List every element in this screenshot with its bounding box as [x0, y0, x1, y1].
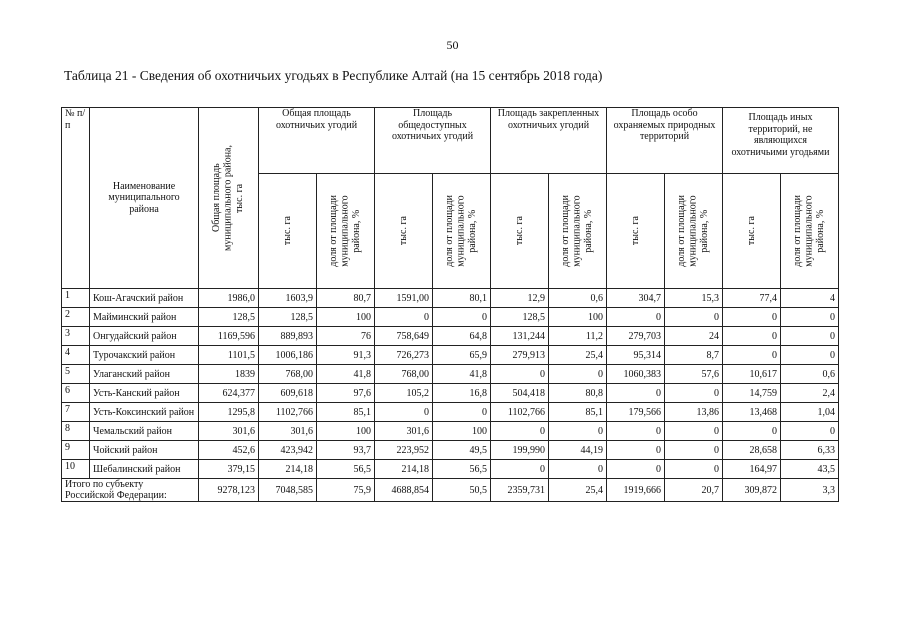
col-header-total-area [199, 108, 259, 289]
cell-value: 95,314 [607, 346, 665, 365]
total-cell-value: 2359,731 [491, 479, 549, 502]
cell-value: 0 [607, 441, 665, 460]
cell-value: 0 [549, 422, 607, 441]
cell-value: 0 [723, 308, 781, 327]
total-row-label: Итого по субъекту Российской Федерации: [62, 479, 199, 502]
share-header-line: муниципального [339, 195, 351, 267]
row-number: 8 [62, 422, 90, 441]
district-name: Улаганский район [90, 365, 199, 384]
cell-value: 15,3 [665, 289, 723, 308]
cell-value: 85,1 [549, 403, 607, 422]
cell-value: 0 [433, 308, 491, 327]
district-total-area: 128,5 [199, 308, 259, 327]
cell-value: 0 [549, 365, 607, 384]
sub-header-thousand-ha: тыс. га [607, 174, 665, 289]
cell-value: 13,86 [665, 403, 723, 422]
district-name: Усть-Канский район [90, 384, 199, 403]
table-row [62, 327, 839, 346]
district-name: Чойский район [90, 441, 199, 460]
cell-value: 0 [607, 384, 665, 403]
total-row-area: 9278,123 [199, 479, 259, 502]
cell-value: 279,913 [491, 346, 549, 365]
cell-value: 1102,766 [491, 403, 549, 422]
cell-value: 0,6 [549, 289, 607, 308]
share-header-line: муниципального [687, 195, 699, 267]
cell-value: 0 [491, 460, 549, 479]
cell-value: 0,6 [781, 365, 839, 384]
row-number: 7 [62, 403, 90, 422]
group-header-total-hunting: Общая площадь охотничьих угодий [259, 108, 375, 174]
cell-value: 2,4 [781, 384, 839, 403]
table-row [62, 308, 839, 327]
cell-value: 1603,9 [259, 289, 317, 308]
cell-value: 214,18 [375, 460, 433, 479]
cell-value: 0 [375, 308, 433, 327]
cell-value: 56,5 [433, 460, 491, 479]
cell-value: 24 [665, 327, 723, 346]
cell-value: 6,33 [781, 441, 839, 460]
cell-value: 4 [781, 289, 839, 308]
cell-value: 504,418 [491, 384, 549, 403]
district-total-area: 452,6 [199, 441, 259, 460]
cell-value: 301,6 [259, 422, 317, 441]
share-header-line: доля от площади [792, 195, 804, 267]
sub-header-thousand-ha: тыс. га [723, 174, 781, 289]
cell-value: 0 [781, 308, 839, 327]
district-name: Шебалинский район [90, 460, 199, 479]
cell-value: 0 [723, 346, 781, 365]
cell-value: 1591,00 [375, 289, 433, 308]
row-number: 1 [62, 289, 90, 308]
cell-value: 41,8 [317, 365, 375, 384]
sub-header-share-percent [549, 174, 607, 289]
cell-value: 41,8 [433, 365, 491, 384]
cell-value: 0 [491, 422, 549, 441]
cell-value: 304,7 [607, 289, 665, 308]
cell-value: 199,990 [491, 441, 549, 460]
sub-header-thousand-ha: тыс. га [375, 174, 433, 289]
sub-header-share-percent [781, 174, 839, 289]
district-total-area: 1101,5 [199, 346, 259, 365]
share-header-line: района, % [699, 209, 711, 253]
cell-value: 0 [491, 365, 549, 384]
cell-value: 0 [781, 422, 839, 441]
total-cell-value: 1919,666 [607, 479, 665, 502]
total-cell-value: 7048,585 [259, 479, 317, 502]
district-name: Майминский район [90, 308, 199, 327]
row-number: 2 [62, 308, 90, 327]
cell-value: 13,468 [723, 403, 781, 422]
cell-value: 49,5 [433, 441, 491, 460]
table-caption: Таблица 21 - Сведения об охотничьих угодьях в Республике Алтай (на 15 сентябрь 2018 года) [64, 68, 603, 83]
share-header-line: района, % [351, 209, 363, 253]
row-number: 3 [62, 327, 90, 346]
row-number: 5 [62, 365, 90, 384]
cell-value: 1006,186 [259, 346, 317, 365]
cell-value: 0 [549, 460, 607, 479]
sub-header-share-percent [317, 174, 375, 289]
table-row [62, 422, 839, 441]
cell-value: 28,658 [723, 441, 781, 460]
cell-value: 97,6 [317, 384, 375, 403]
cell-value: 279,703 [607, 327, 665, 346]
cell-value: 179,566 [607, 403, 665, 422]
district-total-area: 379,15 [199, 460, 259, 479]
cell-value: 85,1 [317, 403, 375, 422]
total-cell-value: 3,3 [781, 479, 839, 502]
cell-value: 65,9 [433, 346, 491, 365]
cell-value: 758,649 [375, 327, 433, 346]
cell-value: 0 [433, 403, 491, 422]
district-name: Чемальский район [90, 422, 199, 441]
cell-value: 0 [665, 441, 723, 460]
share-header-line: доля от площади [444, 195, 456, 267]
cell-value: 0 [723, 422, 781, 441]
district-total-area: 1295,8 [199, 403, 259, 422]
cell-value: 44,19 [549, 441, 607, 460]
cell-value: 11,2 [549, 327, 607, 346]
row-number: 10 [62, 460, 90, 479]
cell-value: 76 [317, 327, 375, 346]
share-header-line: доля от площади [676, 195, 688, 267]
sub-header-thousand-ha: тыс. га [259, 174, 317, 289]
row-number: 6 [62, 384, 90, 403]
group-header-other: Площадь иных территорий, не являющихся охотничьими угодьями [723, 108, 839, 174]
district-total-area: 1986,0 [199, 289, 259, 308]
total-cell-value: 50,5 [433, 479, 491, 502]
cell-value: 64,8 [433, 327, 491, 346]
page-number: 50 [446, 38, 459, 52]
district-name: Усть-Коксинский район [90, 403, 199, 422]
cell-value: 0 [375, 403, 433, 422]
cell-value: 128,5 [259, 308, 317, 327]
cell-value: 12,9 [491, 289, 549, 308]
total-cell-value: 4688,854 [375, 479, 433, 502]
cell-value: 214,18 [259, 460, 317, 479]
col-header-name: Наименование муниципального района [90, 108, 199, 289]
total-area-line: Общая площадь [211, 163, 223, 233]
cell-value: 0 [607, 460, 665, 479]
cell-value: 1102,766 [259, 403, 317, 422]
group-header-assigned: Площадь закрепленных охотничьих угодий [491, 108, 607, 174]
cell-value: 43,5 [781, 460, 839, 479]
cell-value: 100 [433, 422, 491, 441]
share-header-line: района, % [467, 209, 479, 253]
share-header-line: муниципального [455, 195, 467, 267]
cell-value: 0 [781, 327, 839, 346]
district-name: Кош-Агачский район [90, 289, 199, 308]
cell-value: 1060,383 [607, 365, 665, 384]
cell-value: 164,97 [723, 460, 781, 479]
cell-value: 91,3 [317, 346, 375, 365]
table-row [62, 365, 839, 384]
cell-value: 16,8 [433, 384, 491, 403]
row-number: 9 [62, 441, 90, 460]
cell-value: 609,618 [259, 384, 317, 403]
sub-header-share-percent [665, 174, 723, 289]
cell-value: 77,4 [723, 289, 781, 308]
cell-value: 0 [607, 422, 665, 441]
cell-value: 100 [317, 422, 375, 441]
share-header-line: доля от площади [328, 195, 340, 267]
total-row [62, 479, 839, 502]
cell-value: 0 [781, 346, 839, 365]
share-header-line: муниципального [803, 195, 815, 267]
cell-value: 423,942 [259, 441, 317, 460]
cell-value: 80,8 [549, 384, 607, 403]
district-total-area: 301,6 [199, 422, 259, 441]
district-total-area: 1839 [199, 365, 259, 384]
district-total-area: 1169,596 [199, 327, 259, 346]
cell-value: 93,7 [317, 441, 375, 460]
cell-value: 0 [665, 460, 723, 479]
table-row [62, 460, 839, 479]
cell-value: 131,244 [491, 327, 549, 346]
cell-value: 56,5 [317, 460, 375, 479]
cell-value: 25,4 [549, 346, 607, 365]
row-number: 4 [62, 346, 90, 365]
group-header-public: Площадь общедоступных охотничьих угодий [375, 108, 491, 174]
table-row [62, 384, 839, 403]
cell-value: 80,1 [433, 289, 491, 308]
cell-value: 80,7 [317, 289, 375, 308]
cell-value: 8,7 [665, 346, 723, 365]
cell-value: 0 [665, 384, 723, 403]
table-body [62, 289, 839, 502]
district-name: Онгудайский район [90, 327, 199, 346]
total-area-line: муниципального района, [222, 145, 234, 251]
cell-value: 889,893 [259, 327, 317, 346]
hunting-grounds-table [61, 107, 839, 502]
share-header-line: муниципального [571, 195, 583, 267]
table-row [62, 346, 839, 365]
cell-value: 223,952 [375, 441, 433, 460]
cell-value: 726,273 [375, 346, 433, 365]
sub-header-thousand-ha: тыс. га [491, 174, 549, 289]
cell-value: 768,00 [375, 365, 433, 384]
district-total-area: 624,377 [199, 384, 259, 403]
cell-value: 105,2 [375, 384, 433, 403]
total-cell-value: 309,872 [723, 479, 781, 502]
table-row [62, 403, 839, 422]
cell-value: 301,6 [375, 422, 433, 441]
table-row [62, 289, 839, 308]
share-header-line: района, % [583, 209, 595, 253]
cell-value: 0 [665, 422, 723, 441]
total-cell-value: 20,7 [665, 479, 723, 502]
share-header-line: района, % [815, 209, 827, 253]
group-header-protected: Площадь особо охраняемых природных территорий [607, 108, 723, 174]
share-header-line: доля от площади [560, 195, 572, 267]
col-header-num: № п/п [62, 108, 90, 289]
total-area-line: тыс. га [234, 183, 246, 213]
cell-value: 0 [607, 308, 665, 327]
cell-value: 128,5 [491, 308, 549, 327]
total-cell-value: 75,9 [317, 479, 375, 502]
cell-value: 57,6 [665, 365, 723, 384]
sub-header-share-percent [433, 174, 491, 289]
cell-value: 0 [665, 308, 723, 327]
district-name: Турочакский район [90, 346, 199, 365]
cell-value: 100 [549, 308, 607, 327]
cell-value: 10,617 [723, 365, 781, 384]
total-cell-value: 25,4 [549, 479, 607, 502]
cell-value: 0 [723, 327, 781, 346]
cell-value: 768,00 [259, 365, 317, 384]
cell-value: 1,04 [781, 403, 839, 422]
cell-value: 100 [317, 308, 375, 327]
table-row [62, 441, 839, 460]
cell-value: 14,759 [723, 384, 781, 403]
